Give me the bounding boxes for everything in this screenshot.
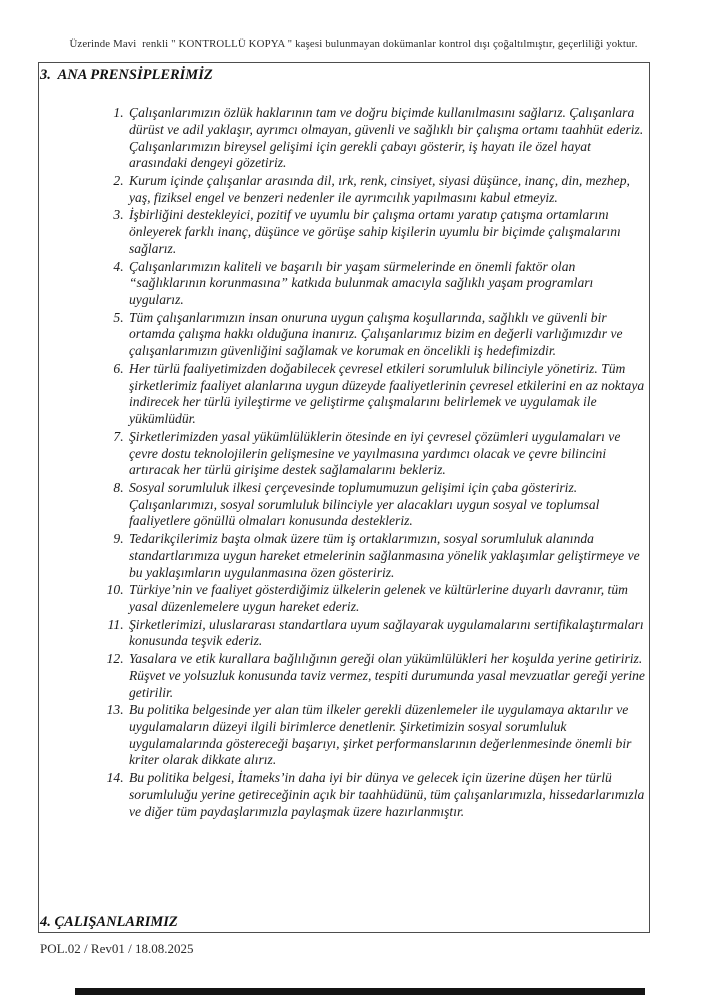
principle-item: 8. Sosyal sorumluluk ilkesi çerçevesinde toplumumuzun gelişimi için çaba gösteririz. Çalışanlarımızı, sosyal sorumluluk bilinciyle yer alacakları uygun sosyal ve toplumsal faaliyetlere gönüllü olmaları konusunda destekleriz. xyxy=(127,480,645,530)
principle-item: 10. Türkiye’nin ve faaliyet gösterdiğimiz ülkelerin gelenek ve kültürlerine duyarlı davranır, tüm yasal düzenlemelere uygun hareket ederiz. xyxy=(127,582,645,615)
principle-item: 11. Şirketlerimizi, uluslararası standartlara uyum sağlayarak uygulamalarını sertifikalaştırmaları konusunda teşvik ederiz. xyxy=(127,617,645,650)
principle-item: 14. Bu politika belgesi, İtameks’in daha iyi bir dünya ve gelecek için üzerine düşen her türlü sorumluluğu yerine getireceğinin açık bir taahhüdünü, tüm çalışanlarımızla, hissedarlarımızla ve diğer tüm paydaşlarımızla paylaşmak üzere hazırlanmıştır. xyxy=(127,770,645,820)
content-border-box xyxy=(38,62,650,933)
principle-item: 13. Bu politika belgesinde yer alan tüm ilkeler gerekli düzenlemeler ile uygulamaya aktarılır ve uygulamaların düzeyi ilgili birimlerce denetlenir. Şirketimizin sosyal sorumluluk uygulamalarında göstereceği başarıyı, şirket performanslarının değerlenmesinde önemli bir kriter olarak dikkate alırız. xyxy=(127,702,645,769)
principle-item: 5. Tüm çalışanlarımızın insan onuruna uygun çalışma koşullarında, sağlıklı ve güvenli bir ortamda çalışma hakkı olduğuna inanırız. Çalışanlarımız bizim en değerli varlığımızdır ve çalışanlarımızın güvenliğini sağlamak ve korumak en öncelikli iş hedefimizdir. xyxy=(127,310,645,360)
controlled-copy-notice: Üzerinde Mavi renkli " KONTROLLÜ KOPYA " kaşesi bulunmayan dokümanlar kontrol dışı çoğaltılmıştır, geçerliliği yoktur. xyxy=(69,38,638,50)
principles-list xyxy=(39,105,649,821)
principle-item: 6. Her türlü faaliyetimizden doğabilecek çevresel etkileri sorumluluk bilinciyle yönetiriz. Tüm şirketlerimiz faaliyet alanlarına uygun düzeyde faaliyetlerinin çevresel etkilerini en az noktaya indirecek her türlü iyileştirme ve geliştirme çalışmalarını belirlemek ve uygulamak ile yükümlüdür. xyxy=(127,361,645,428)
footer-revision: POL.02 / Rev01 / 18.08.2025 xyxy=(40,941,194,956)
section-3-heading: 3. ANA PRENSİPLERİMİZ xyxy=(40,67,213,83)
section-4-heading: 4. ÇALIŞANLARIMIZ xyxy=(40,913,178,930)
scan-artifact-bar xyxy=(75,988,645,995)
principle-item: 2. Kurum içinde çalışanlar arasında dil, ırk, renk, cinsiyet, siyasi düşünce, inanç, din, mezhep, yaş, fiziksel engel ve benzeri nedenler ile ayrımcılık yapılmasını kabul etmeyiz. xyxy=(127,173,645,206)
principle-item: 12. Yasalara ve etik kurallara bağlılığının gereği olan yükümlülükleri her koşulda yerine getiririz. Rüşvet ve yolsuzluk konusunda taviz vermez, tespiti durumunda yasal mevzuatlar gereği yerine getirilir. xyxy=(127,651,645,701)
principle-item: 3. İşbirliğini destekleyici, pozitif ve uyumlu bir çalışma ortamı yaratıp çatışma ortamlarını önleyerek farklı inanç, düşünce ve görüşe sahip kişilerin uyumlu bir biçimde çalışmalarını sağlarız. xyxy=(127,207,645,257)
principle-item: 4. Çalışanlarımızın kaliteli ve başarılı bir yaşam sürmelerinde en önemli faktör olan “sağlıklarının korunmasına” katkıda bulunmak amacıyla sağlıklı yaşam programları uygularız. xyxy=(127,259,645,309)
principle-item: 9. Tedarikçilerimiz başta olmak üzere tüm iş ortaklarımızın, sosyal sorumluluk alanında standartlarımıza uygun hareket etmelerinin sağlanmasına yönelik yaklaşımlar geliştirmeye ve bu yaklaşımların uygulanmasına özen gösteririz. xyxy=(127,531,645,581)
principle-item: 1. Çalışanlarımızın özlük haklarının tam ve doğru biçimde kullanılmasını sağlarız. Çalışanlara dürüst ve adil yaklaşır, ayrımcı olmayan, güvenli ve sağlıklı bir çalışma ortamı taahhüt ederiz. Çalışanlarımızın bireysel gelişimi için gerekli çabayı gösterir, iş hayatı ile özel hayat arasındaki dengeyi gözetiriz. xyxy=(127,105,645,172)
principle-item: 7. Şirketlerimizden yasal yükümlülüklerin ötesinde en iyi çevresel çözümleri uygulamaları ve çevre dostu teknolojilerin gelişmesine ve yayılmasına yardımcı olacak ve çevre bilincini artıracak her türlü girişime destek sağlamalarını bekleriz. xyxy=(127,429,645,479)
content-spacer xyxy=(39,821,649,913)
